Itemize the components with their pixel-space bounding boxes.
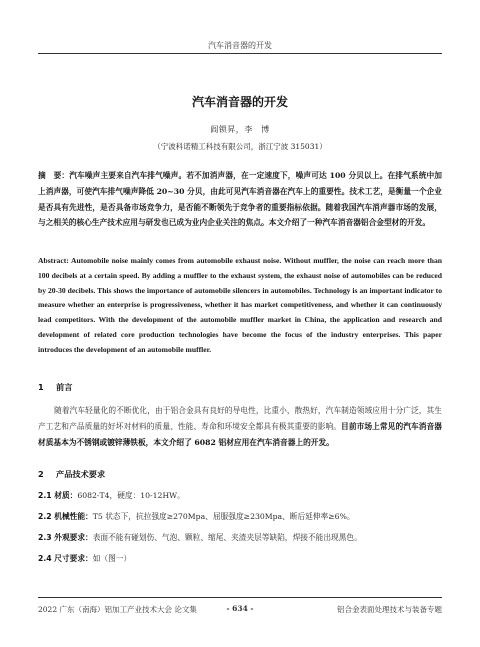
section-2-title: 产品技术要求 [56, 469, 106, 479]
spec-item-value: T5 状态下，抗拉强度≥270Mpa、屈服强度≥230Mpa、断后延伸率≥6%。 [92, 512, 355, 521]
spec-item-dimension [38, 553, 442, 564]
paper-title: 汽车消音器的开发 [191, 95, 288, 109]
spec-item-value: 表面不能有碰划伤、气泡、颗粒、缩尾、夹渣夹层等缺陷，焊接不能出现黑色。 [92, 533, 362, 542]
spec-item-key: 2.2 机械性能： [38, 512, 93, 521]
section-1-text: 随着汽车轻量化的不断优化，由于铝合金具有良好的导电性，比重小，散热好，汽车制造领域应用十分广泛，其生产工艺和产品质量的好坏对材料的质量、性能、寿命和环境安全都具有极其重要的影响。 [38, 406, 442, 431]
spec-item-mechanical [38, 511, 442, 522]
section-1-number: 1 [38, 382, 44, 392]
footer-topic: 铝合金表面处理技术与装备专题 [337, 605, 442, 614]
section-1-heading [38, 382, 72, 393]
section-1-title: 前言 [56, 382, 73, 392]
running-head: 汽车消音器的开发 [208, 41, 272, 50]
spec-item-key: 2.3 外观要求： [38, 533, 93, 542]
abstract-english-text: Automobile noise mainly comes from automobile exhaust noise. Without muffler, the noise can reach more than 100 decibels at a certain speed. By adding a muffler to the exhaust system, the exhaust noise of automobiles can be reduced by 20-30 decibels. This shows the importance of automobile silencers in automobiles. Technology is an important indicator to measure whether an enterprise is progressiveness, whether it has market competitiveness, and whether it can continuously lead competitors. With the development of the automobile muffler market in China, the application and research and development of related core production technologies have become the focus of the industry enterprises. This paper introduces the development of an automobile muffler. [38, 256, 442, 354]
footer-rule [38, 597, 442, 598]
footer-page-number: - 634 - [226, 604, 254, 613]
spec-item-value: 如（图一） [92, 554, 132, 563]
spec-item-appearance [38, 532, 442, 543]
spec-item-value: 6082-T4，硬度：10-12HW。 [77, 491, 185, 500]
section-1-text-bold: 目前市场上常见的汽车消音器材质基本为不锈钢或镀锌薄铁板，本文介绍了 6082 铝材应用在汽车消音器上的开发。 [38, 422, 442, 447]
section-1-paragraph [38, 403, 442, 451]
header-rule [38, 53, 442, 54]
paper-authors: 阎锁昇，李 博 [210, 125, 270, 134]
abstract-chinese-text: 汽车噪声主要来自汽车排气噪声。若不加消声器，在一定速度下，噪声可达 100 分贝以上。在排气系统中加上消声器，可使汽车排气噪声降低 20~30 分贝，由此可见汽车消音器在汽车上的重要性。技术工艺，是衡量一个企业是否具有先进性，是否具备市场竞争力，是否能不断领先于竞争者的重要指标依据。随着我国汽车消声器市场的发展，与之相关的核心生产技术应用与研发也已成为业内企业关注的焦点。本文介绍了一种汽车消音器铝合金型材的开发。 [38, 171, 442, 228]
section-2-number: 2 [38, 469, 44, 479]
section-2-heading [38, 469, 105, 480]
abstract-english-label: Abstract: [38, 256, 69, 265]
spec-item-key: 2.4 尺寸要求： [38, 554, 93, 563]
abstract-chinese-label: 摘 要： [38, 171, 70, 180]
footer-proceedings: 2022 广东（南海）铝加工产业技术大会 论文集 [38, 605, 197, 614]
abstract-chinese [38, 168, 442, 231]
spec-item-material [38, 490, 442, 501]
paper-affiliation: （宁波科诺精工科技有限公司，浙江宁波 315031） [153, 142, 327, 151]
spec-item-key: 2.1 材质： [38, 491, 78, 500]
abstract-english [38, 254, 442, 358]
